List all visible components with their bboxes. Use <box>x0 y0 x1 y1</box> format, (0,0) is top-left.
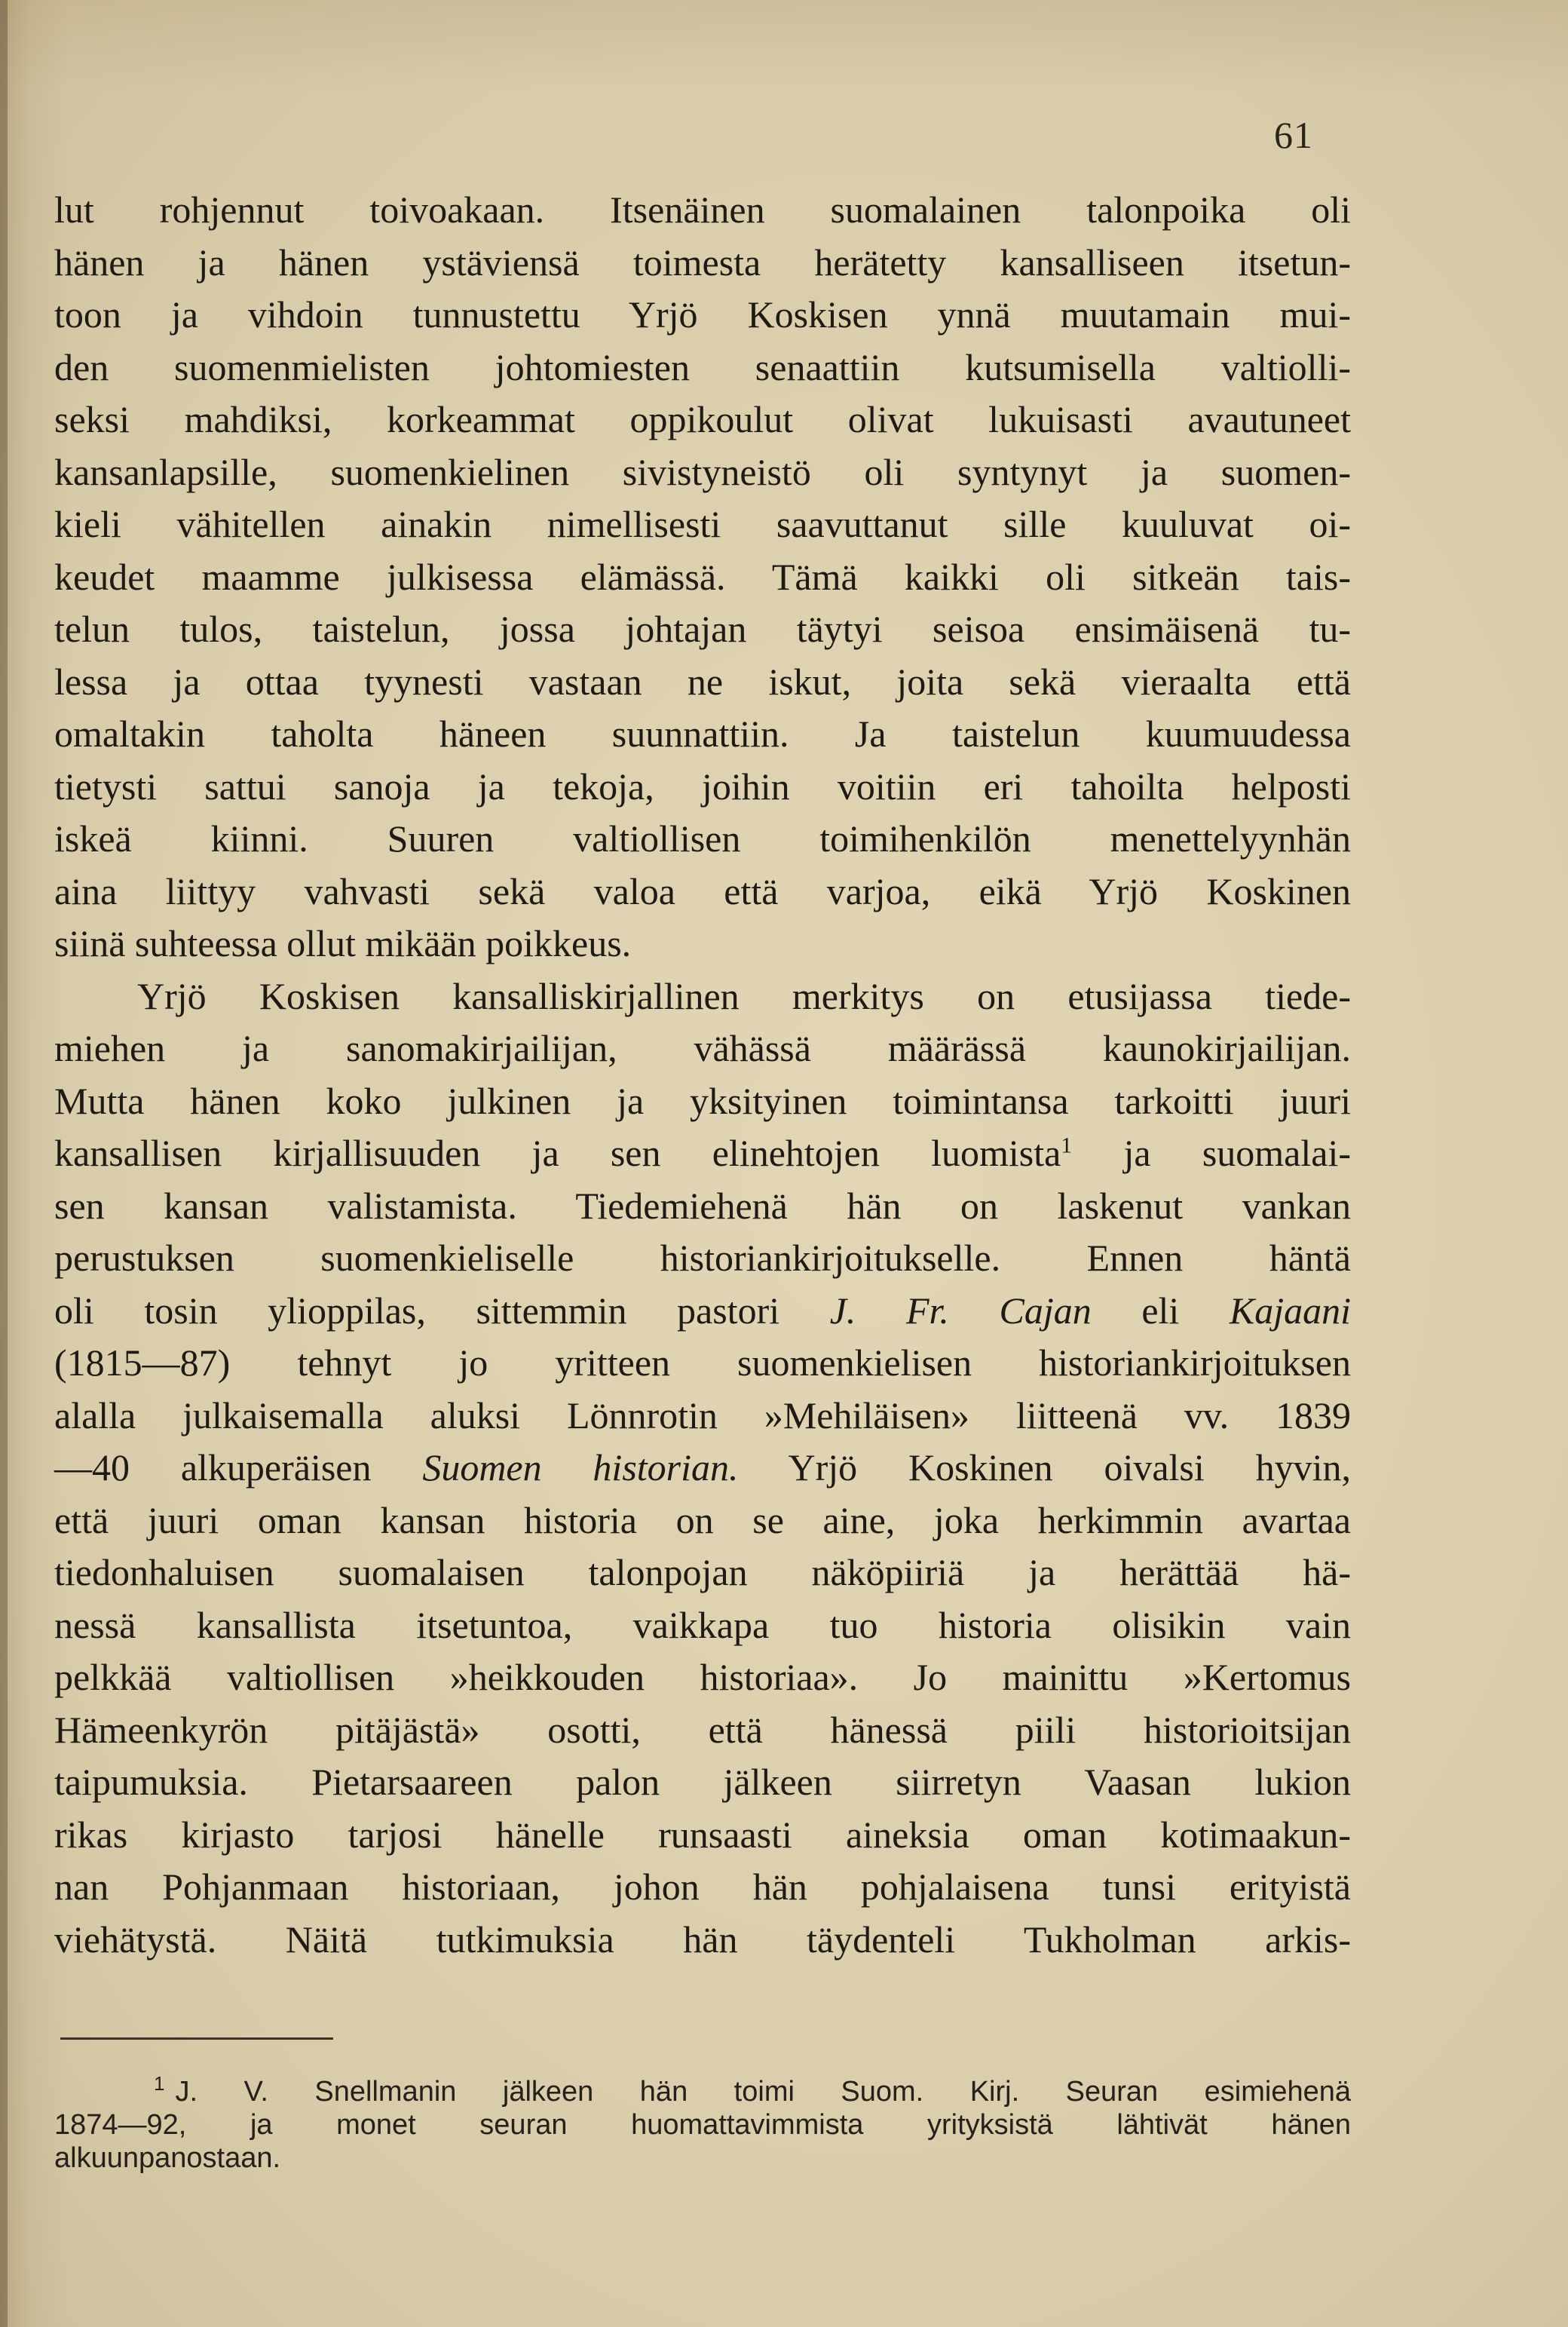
text-line: lut rohjennut toivoakaan. Itsenäinen suomalainen talonpoika oli <box>54 189 1351 231</box>
text-line: seksi mahdiksi, korkeammat oppikoulut olivat lukuisasti avautuneet <box>54 398 1351 440</box>
text-line: telun tulos, taistelun, jossa johtajan täytyi seisoa ensimäisenä tu- <box>54 608 1351 650</box>
text-line: aina liittyy vahvasti sekä valoa että varjoa, eikä Yrjö Koskinen <box>54 869 1351 912</box>
text-line: sen kansan valistamista. Tiedemiehenä hän on laskenut vankan <box>54 1184 1351 1227</box>
text-line-with-names <box>54 1285 1351 1338</box>
footnote-line <box>54 2072 1351 2108</box>
line-text: —40 alkuperäisen <box>54 1446 372 1488</box>
text-line: (1815—87) tehnyt jo yritteen suomenkielisen historiankirjoituksen <box>54 1341 1351 1384</box>
text-line: den suomenmielisten johtomiesten senaattiin kutsumisella valtiolli- <box>54 345 1351 388</box>
line-text: oli tosin ylioppilas, sittemmin pastori <box>54 1289 780 1332</box>
line-text: ja suomalai- <box>1123 1132 1351 1174</box>
text-line: nan Pohjanmaan historiaan, johon hän pohjalaisena tunsi erityistä <box>54 1866 1351 1908</box>
paragraph-start-line: Yrjö Koskisen kansalliskirjallinen merkitys on etusijassa tiede- <box>137 974 1351 1017</box>
text-line: hänen ja hänen ystäviensä toimesta herätetty kansalliseen itsetun- <box>54 241 1351 284</box>
text-line: että juuri oman kansan historia on se aine, joka herkimmin avartaa <box>54 1498 1351 1541</box>
footnote-text: J. V. Snellmanin jälkeen hän toimi Suom. Kirj. Seuran esimiehenä <box>175 2076 1351 2108</box>
page-edge-shadow <box>0 0 8 2327</box>
text-line: kansanlapsille, suomenkielinen sivistyneistö oli syntynyt ja suomen- <box>54 450 1351 493</box>
text-line: tietysti sattui sanoja ja tekoja, joihin voitiin eri tahoilta helposti <box>54 765 1351 808</box>
text-line: tiedonhaluisen suomalaisen talonpojan näköpiiriä ja herättää hä- <box>54 1551 1351 1593</box>
line-text: kansallisen kirjallisuuden ja sen elinehtojen luomista <box>54 1132 1061 1174</box>
book-title: Suomen historian. <box>422 1446 739 1488</box>
footnote-line: 1874—92, ja monet seuran huomattavimmista yrityksistä lähtivät hänen <box>54 2109 1351 2141</box>
footnote-reference: 1 <box>1061 1133 1073 1158</box>
text-line: kieli vähitellen ainakin nimellisesti saavuttanut sille kuuluvat oi- <box>54 503 1351 545</box>
text-line: taipumuksia. Pietarsaareen palon jälkeen siirretyn Vaasan lukion <box>54 1761 1351 1803</box>
text-line: lessa ja ottaa tyynesti vastaan ne iskut, joita sekä vieraalta että <box>54 660 1351 703</box>
footnote-divider <box>60 2037 333 2040</box>
text-line: nessä kansallista itsetuntoa, vaikkapa tuo historia olisikin vain <box>54 1603 1351 1646</box>
text-line: miehen ja sanomakirjailijan, vähässä määrässä kaunokirjailijan. <box>54 1027 1351 1069</box>
line-text: eli <box>1141 1289 1180 1332</box>
text-line: omaltakin taholta häneen suunnattiin. Ja taistelun kuumuudessa <box>54 713 1351 755</box>
text-line: iskeä kiinni. Suuren valtiollisen toimihenkilön menettelyynhän <box>54 817 1351 860</box>
text-line-with-title <box>54 1442 1351 1495</box>
text-line: toon ja vihdoin tunnustettu Yrjö Koskisen ynnä muutamain mui- <box>54 293 1351 336</box>
text-line: Hämeenkyrön pitäjästä» osotti, että hänessä piili historioitsijan <box>54 1708 1351 1751</box>
text-line-with-footnote <box>54 1127 1351 1180</box>
text-line: rikas kirjasto tarjosi hänelle runsaasti aineksia oman kotimaakun- <box>54 1813 1351 1856</box>
text-line: perustuksen suomenkieliselle historiankirjoitukselle. Ennen häntä <box>54 1237 1351 1279</box>
place-name: Kajaani <box>1229 1289 1352 1332</box>
footnote <box>54 2072 1351 2175</box>
page-number: 61 <box>1274 114 1313 156</box>
text-line: Mutta hänen koko julkinen ja yksityinen toimintansa tarkoitti juuri <box>54 1079 1351 1122</box>
text-line: viehätystä. Näitä tutkimuksia hän täydenteli Tukholman arkis- <box>54 1918 1351 1961</box>
footnote-marker: 1 <box>154 2072 165 2096</box>
line-text: Yrjö Koskinen oivalsi hyvin, <box>788 1446 1351 1488</box>
footnote-line: alkuunpanostaan. <box>54 2142 281 2174</box>
text-line: alalla julkaisemalla aluksi Lönnrotin »Mehiläisen» liitteenä vv. 1839 <box>54 1393 1351 1436</box>
paragraph-end-line: siinä suhteessa ollut mikään poikkeus. <box>54 922 632 964</box>
body-text <box>54 184 1351 1966</box>
text-line: pelkkää valtiollisen »heikkouden historiaa». Jo mainittu »Kertomus <box>54 1656 1351 1698</box>
text-line: keudet maamme julkisessa elämässä. Tämä kaikki oli sitkeän tais- <box>54 555 1351 598</box>
person-name: J. Fr. Cajan <box>829 1289 1092 1332</box>
